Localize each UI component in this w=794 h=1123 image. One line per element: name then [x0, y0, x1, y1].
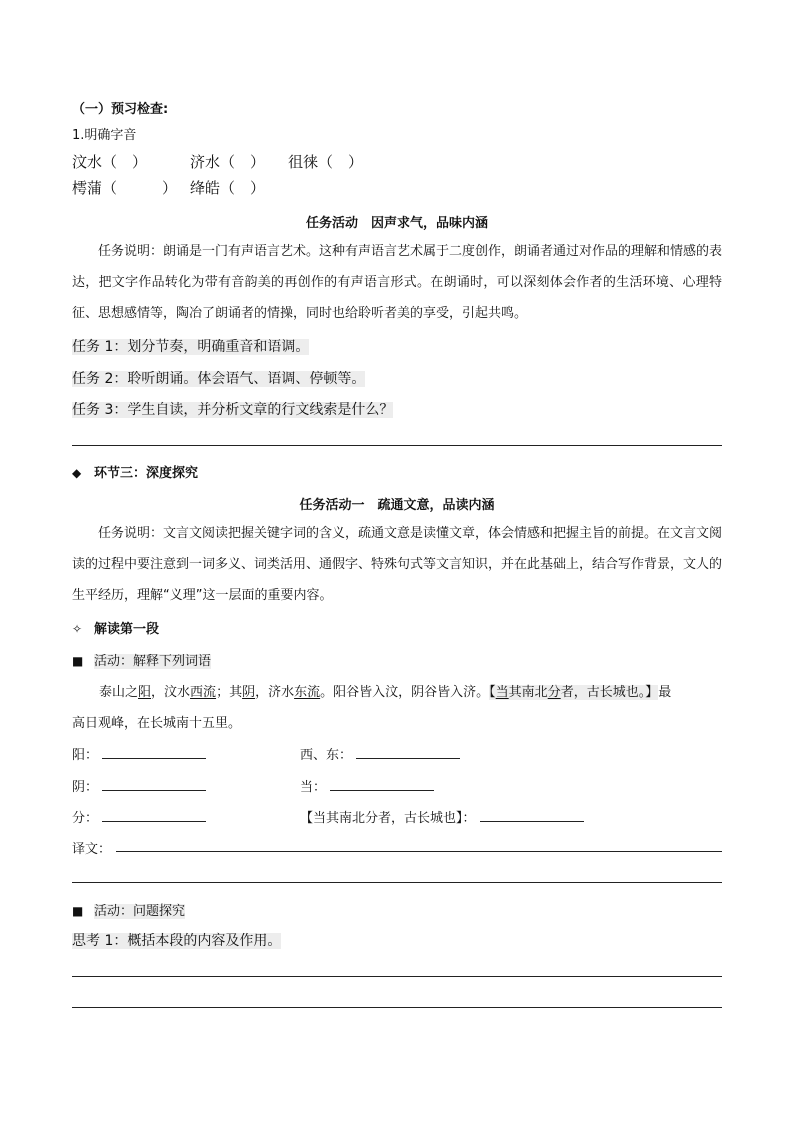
activity-explain-words: ■ 活动：解释下列词语	[72, 654, 212, 669]
answer-line-q1-2[interactable]	[72, 1007, 722, 1008]
task-2: 任务 2：聆听朗诵。体会语气、语调、停顿等。	[72, 371, 366, 387]
term-yang: 阳：	[72, 744, 206, 763]
reading-heading: ✧ 解读第一段	[72, 622, 160, 637]
term-xidong: 西、东：	[300, 744, 460, 763]
task-3: 任务 3：学生自读，并分析文章的行文线索是什么？	[72, 402, 394, 418]
activity-inquiry: ■ 活动：问题探究	[72, 904, 186, 919]
translation-label: 译文：	[72, 842, 112, 857]
pinyin-blank-jishui: 济水（ ）	[190, 153, 266, 171]
term-fen-blank[interactable]	[102, 808, 206, 822]
pinyin-blank-culai: 徂徕（ ）	[288, 153, 364, 171]
term-dang: 当：	[300, 776, 434, 795]
passage-line-1: 泰山之阳，汶水西流；其阴，济水东流。阳谷皆入汶，阴谷皆入济。【当其南北分者，古长城也。】最	[99, 685, 672, 700]
section3-description: 任务说明：文言文阅读把握关键字词的含义，疏通文意是读懂文章，体会情感和把握主旨的前提。在文言文阅读的过程中要注意到一词多义、词类活用、通假字、特殊句式等文言知识，并在此基础上，结合写作背景，文人的生平经历，理解“义理”这一层面的重要内容。	[72, 526, 723, 603]
task-1: 任务 1：划分节奏，明确重音和语调。	[72, 339, 310, 355]
section3-activity-title: 任务活动一 疏通文意，品读内涵	[299, 498, 495, 513]
sparkle-bullet-icon: ✧	[72, 622, 83, 636]
term-yin-blank[interactable]	[102, 777, 206, 791]
section3-heading: ◆ 环节三：深度探究	[72, 466, 199, 481]
term-dang-blank[interactable]	[330, 777, 434, 791]
preview-item-1: 1.明确字音	[72, 128, 137, 143]
square-bullet-icon: ■	[72, 904, 84, 918]
task-activity-description: 任务说明：朗诵是一门有声语言艺术。这种有声语言艺术属于二度创作，朗诵者通过对作品的理解和情感的表达，把文字作品转化为带有音韵美的再创作的有声语言形式。在朗诵时，可以深刻体会作者的生活环境、心理特征、思想感情等，陶冶了朗诵者的情操，同时也给聆听者美的享受，引起共鸣。	[72, 244, 723, 321]
passage-line-2: 高日观峰，在长城南十五里。	[72, 716, 242, 731]
answer-line-q1-1[interactable]	[72, 976, 722, 977]
translation-line-1[interactable]	[116, 851, 722, 852]
answer-line-task3[interactable]	[72, 445, 722, 446]
term-fen: 分：	[72, 807, 206, 826]
translation-line-2[interactable]	[72, 882, 722, 883]
question-1: 思考 1：概括本段的内容及作用。	[72, 933, 282, 949]
term-sentence: 【当其南北分者，古长城也】：	[300, 807, 584, 826]
pinyin-blank-wenshui: 汶水（ ）	[72, 153, 148, 171]
term-xidong-blank[interactable]	[356, 745, 460, 759]
pinyin-blank-chupu: 樗蒲（ ）	[72, 179, 178, 197]
term-sentence-blank[interactable]	[480, 808, 584, 822]
preview-heading: （一）预习检查:	[72, 102, 169, 117]
pinyin-blank-jianghao: 绛皓（ ）	[190, 179, 266, 197]
term-yin: 阴：	[72, 776, 206, 795]
diamond-bullet-icon: ◆	[72, 466, 82, 480]
term-yang-blank[interactable]	[102, 745, 206, 759]
task-activity-title: 任务活动 因声求气，品味内涵	[305, 216, 488, 231]
square-bullet-icon: ■	[72, 654, 84, 668]
